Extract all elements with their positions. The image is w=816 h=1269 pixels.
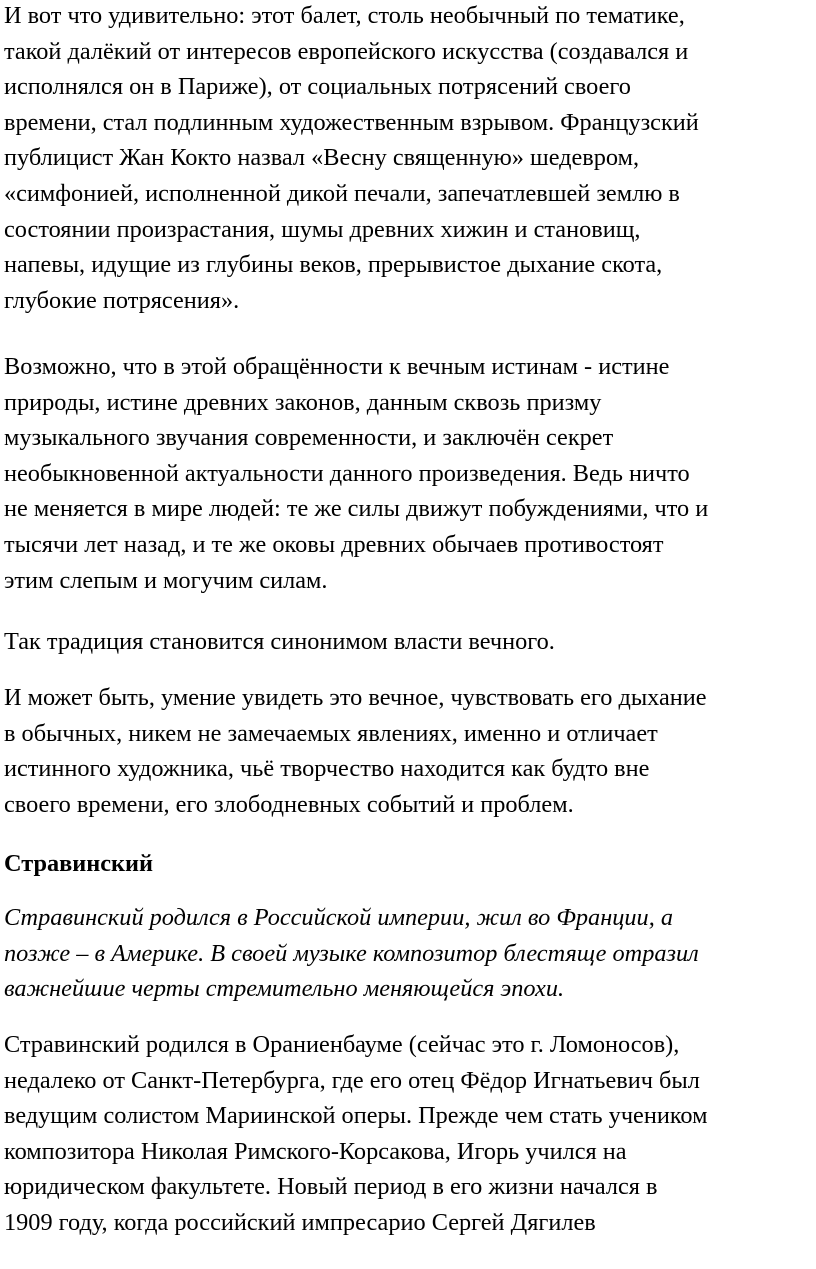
text-line: исполнялся он в Париже), от социальных потрясений своего xyxy=(4,73,631,101)
paragraph-rite-of-spring xyxy=(4,0,699,318)
text-line: своего времени, его злободневных событий и проблем. xyxy=(4,790,574,818)
paragraph-tradition xyxy=(4,624,555,660)
text-line: позже – в Америке. В своей музыке композитор блестяще отразил xyxy=(4,939,699,967)
text-line: природы, истине древних законов, данным сквозь призму xyxy=(4,388,602,416)
text-line: ведущим солистом Мариинской оперы. Прежде чем стать учеником xyxy=(4,1102,708,1130)
text-line: не меняется в мире людей: те же силы движут побуждениями, что и xyxy=(4,495,709,523)
paragraph-biography xyxy=(4,1027,707,1241)
text-line: важнейшие черты стремительно меняющейся эпохи. xyxy=(4,975,565,1003)
section-heading-stravinsky: Стравинский xyxy=(4,850,154,877)
text-line: напевы, идущие из глубины веков, прерывистое дыхание скота, xyxy=(4,251,663,279)
text-line: И вот что удивительно: этот балет, столь необычный по тематике, xyxy=(4,2,685,29)
text-line: недалеко от Санкт-Петербурга, где его отец Фёдор Игнатьевич был xyxy=(4,1066,700,1094)
text-line: композитора Николая Римского-Корсакова, Игорь учился на xyxy=(4,1137,627,1165)
text-line: 1909 году, когда российский импресарио Сергей Дягилев xyxy=(4,1208,596,1236)
text-line: такой далёкий от интересов европейского искусства (создавался и xyxy=(4,37,689,65)
lead-paragraph xyxy=(4,900,699,1007)
text-line: времени, стал подлинным художественным взрывом. Французский xyxy=(4,108,699,136)
text-line: глубокие потрясения». xyxy=(4,286,240,314)
text-line: Так традиция становится синонимом власти вечного. xyxy=(4,628,555,655)
text-line: Стравинский родился в Ораниенбауме (сейчас это г. Ломоносов), xyxy=(4,1031,680,1058)
text-line: необыкновенной актуальности данного произведения. Ведь ничто xyxy=(4,459,690,487)
text-line: тысячи лет назад, и те же оковы древних обычаев противостоят xyxy=(4,530,664,558)
text-line: Стравинский родился в Российской империи, жил во Франции, а xyxy=(4,904,673,931)
text-line: Возможно, что в этой обращённости к вечным истинам - истине xyxy=(4,353,670,380)
text-line: публицист Жан Кокто назвал «Весну священную» шедевром, xyxy=(4,144,640,172)
paragraph-true-artist xyxy=(4,680,707,822)
text-line: в обычных, никем не замечаемых явлениях, именно и отличает xyxy=(4,719,658,747)
text-line: «симфонией, исполненной дикой печали, запечатлевшей землю в xyxy=(4,179,680,207)
text-line: юридическом факультете. Новый период в его жизни начался в xyxy=(4,1173,658,1201)
text-line: состоянии произрастания, шумы древних хижин и становищ, xyxy=(4,215,641,243)
text-line: истинного художника, чьё творчество находится как будто вне xyxy=(4,755,650,783)
paragraph-eternal-truths xyxy=(4,349,708,598)
text-line: музыкального звучания современности, и заключён секрет xyxy=(4,424,614,452)
text-line: И может быть, умение увидеть это вечное, чувствовать его дыхание xyxy=(4,684,707,711)
text-line: этим слепым и могучим силам. xyxy=(4,566,328,594)
